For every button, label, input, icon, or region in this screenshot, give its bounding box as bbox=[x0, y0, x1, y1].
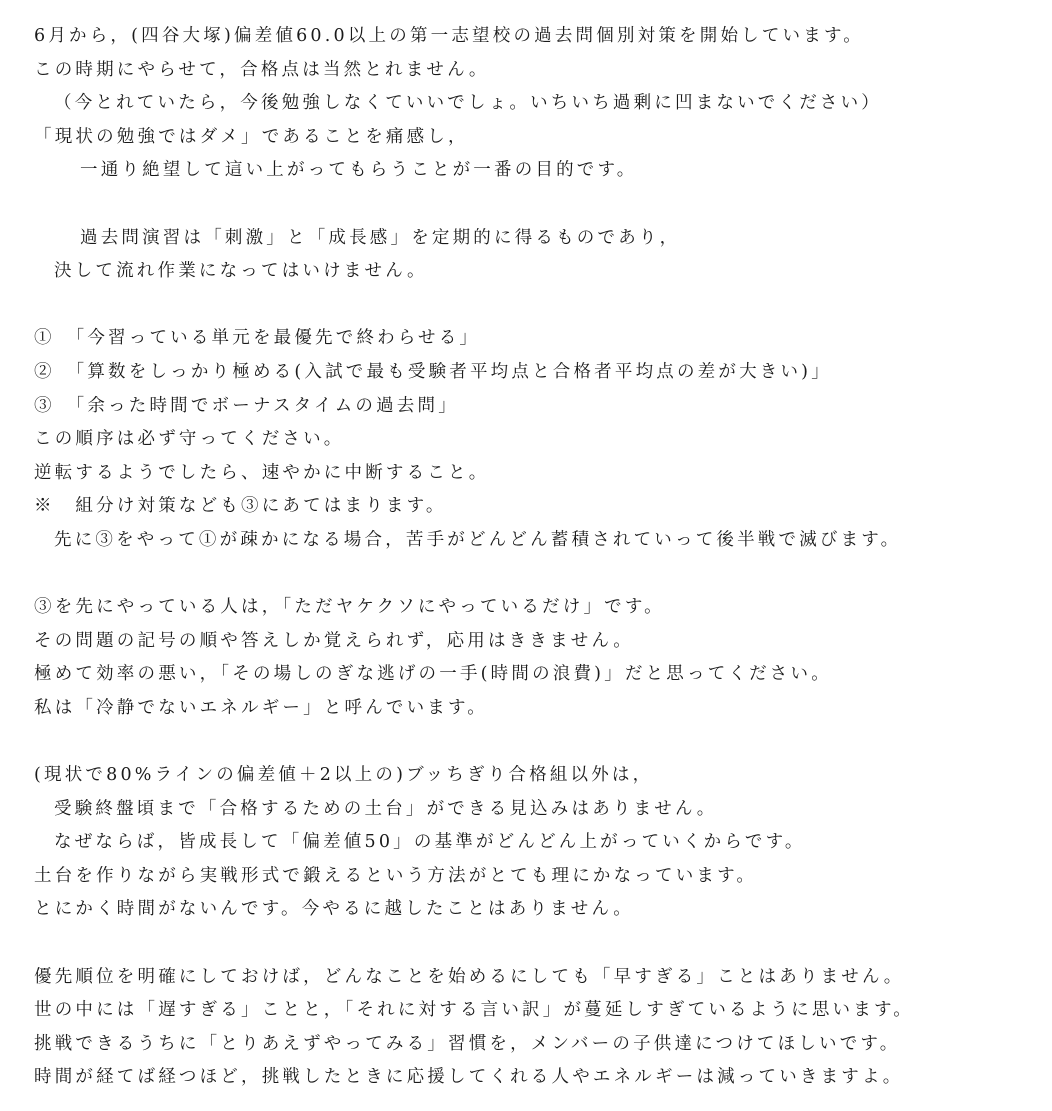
text-line: ① 「今習っている単元を最優先で終わらせる」 bbox=[34, 328, 481, 349]
text-line: 「現状の勉強ではダメ」であることを痛感し， bbox=[34, 126, 469, 147]
text-line: なぜならば，皆成長して「偏差値50」の基準がどんどん上がっていくからです。 bbox=[54, 832, 806, 853]
text-line: 過去問演習は「刺激」と「成長感」を定期的に得るものであり， bbox=[80, 227, 681, 248]
text-line: ③を先にやっている人は，「ただヤケクソにやっているだけ」です。 bbox=[34, 597, 665, 618]
text-line: 優先順位を明確にしておけば，どんなことを始めるにしても「早すぎる」ことはありません。 bbox=[34, 966, 905, 987]
text-line: 時間が経てば経つほど，挑戦したときに応援してくれる人やエネルギーは減っていきますよ。 bbox=[34, 1067, 904, 1088]
text-line: 世の中には「遅すぎる」ことと，「それに対する言い訳」が蔓延しすぎているように思います。 bbox=[34, 1000, 914, 1021]
text-line: ② 「算数をしっかり極める(入試で最も受験者平均点と合格者平均点の差が大きい)」 bbox=[34, 361, 832, 382]
text-line: （今とれていたら，今後勉強しなくていいでしょ。いちいち過剰に凹まないでください） bbox=[54, 93, 882, 114]
text-line: (現状で80%ラインの偏差値＋2以上の)ブッちぎり合格組以外は， bbox=[34, 765, 654, 786]
text-line: 受験終盤頃まで「合格するための土台」ができる見込みはありません。 bbox=[54, 798, 718, 819]
text-line: ③ 「余った時間でボーナスタイムの過去問」 bbox=[34, 395, 459, 416]
text-line: 逆転するようでしたら、速やかに中断すること。 bbox=[34, 462, 490, 483]
document-body bbox=[34, 20, 1044, 1095]
text-line: 私は「冷静でないエネルギー」と呼んでいます。 bbox=[34, 697, 488, 718]
blank-line bbox=[34, 188, 1044, 222]
blank-line bbox=[34, 289, 1044, 323]
text-line: その問題の記号の順や答えしか覚えられず，応用はききません。 bbox=[34, 630, 634, 651]
blank-line bbox=[34, 927, 1044, 961]
text-line: この順序は必ず守ってください。 bbox=[34, 429, 345, 450]
blank-line bbox=[34, 558, 1044, 592]
text-line: 6月から，(四谷大塚)偏差値60.0以上の第一志望校の過去問個別対策を開始しています。 bbox=[34, 26, 864, 46]
text-line: 土台を作りながら実戦形式で鍛えるという方法がとても理にかなっています。 bbox=[34, 865, 758, 886]
text-line: 一通り絶望して這い上がってもらうことが一番の目的です。 bbox=[80, 160, 638, 181]
text-line: 決して流れ作業になってはいけません。 bbox=[54, 261, 428, 282]
blank-line bbox=[34, 725, 1044, 759]
text-line: 挑戦できるうちに「とりあえずやってみる」習慣を，メンバーの子供達につけてほしいです。 bbox=[34, 1033, 901, 1054]
text-line: ※ 組分け対策なども③にあてはまります。 bbox=[34, 496, 447, 517]
text-line: 先に③をやって①が疎かになる場合，苦手がどんどん蓄積されていって後半戦で滅びます。 bbox=[54, 529, 902, 550]
text-line: この時期にやらせて，合格点は当然とれません。 bbox=[34, 59, 490, 80]
text-line: とにかく時間がないんです。今やるに越したことはありません。 bbox=[34, 899, 634, 920]
text-line: 極めて効率の悪い，「その場しのぎな逃げの一手(時間の浪費)」だと思ってください。 bbox=[34, 664, 832, 685]
